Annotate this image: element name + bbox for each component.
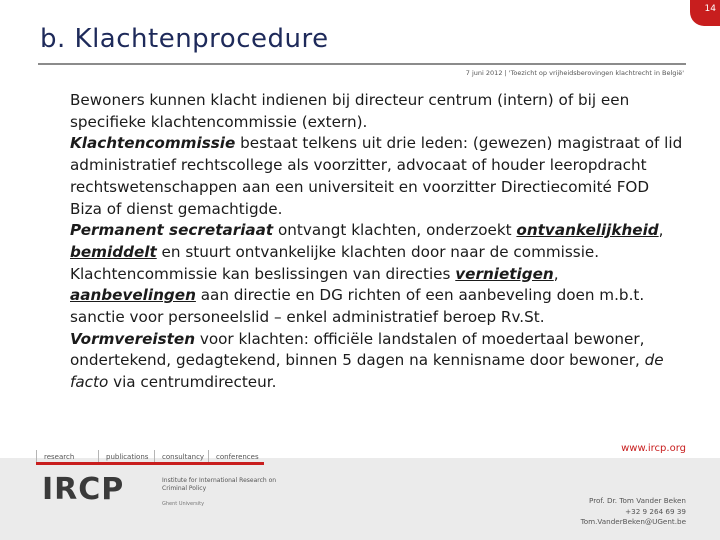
paragraph-formal-requirements: Vormvereisten voor klachten: officiële landstalen of moedertaal bewoner, ondertekend, gedagtekend, binnen 5 dagen na kennisname door bewoner, de facto via centrumdirecteur. [70,329,664,392]
paragraph-complaints-commission: Klachtencommissie bestaat telkens uit drie leden: (gewezen) magistraat of lid administratief rechtscollege als voorzitter, advocaat of houder leeropdracht rechtswetenschappen aan een universiteit en voorzitter Directiecomité FOD Biza of dienst gemachtigde. [70,134,683,218]
page-number: 14 [704,4,716,14]
term-de-facto: de facto [70,351,664,392]
page-number-badge [690,0,720,26]
term-ontvankelijkheid: ontvankelijkheid [516,221,659,240]
contact-phone: +32 9 264 69 39 [625,506,686,516]
term-klachtencommissie: Klachtencommissie [70,134,236,153]
nav-link-consultancy[interactable]: consultancy [154,450,204,464]
title-divider [38,63,686,65]
contact-email[interactable]: Tom.VanderBeken@UGent.be [580,517,686,526]
term-aanbevelingen: aanbevelingen [70,286,196,305]
term-vormvereisten: Vormvereisten [70,329,196,348]
ircp-logo [42,472,277,520]
term-permanent-secretariaat: Permanent secretariaat [70,221,274,240]
logo-university: Ghent University [162,501,205,507]
contact-name: Prof. Dr. Tom Vander Beken [588,496,686,505]
paragraph-permanent-secretariat: Permanent secretariaat ontvangt klachten, onderzoekt ontvankelijkheid, bemiddelt en stuurt ontvankelijke klachten door naar de commissie. [70,221,664,261]
paragraph-commission-powers: Klachtencommissie kan beslissingen van directies vernietigen, aanbevelingen aan directie en DG richten of een aanbeveling doen m.b.t. sanctie voor personeelslid – enkel administratief beroep Rv.St. [70,264,645,327]
website-link[interactable]: www.ircp.org [621,443,686,454]
slide-body [70,90,684,394]
nav-link-publications[interactable]: publications [98,450,148,464]
nav-link-conferences[interactable]: conferences [208,450,259,464]
contact-block [540,496,686,528]
logo-subtitle: Institute for International Research on Criminal Policy [162,477,277,492]
term-bemiddelt: bemiddelt [70,242,157,261]
slide-title: b. Klachtenprocedure [40,24,329,54]
paragraph-complaint-channels: Bewoners kunnen klacht indienen bij directeur centrum (intern) of bij een specifieke klachtencommissie (extern). [70,91,630,131]
nav-link-research[interactable]: research [36,450,74,464]
footer-nav-accent-bar [36,462,264,465]
term-vernietigen: vernietigen [455,264,554,283]
logo-wordmark: IRCP [42,472,125,507]
slide-subtitle: 7 juni 2012 | 'Toezicht op vrijheidsberovingen klachtrecht in België' [465,69,684,77]
